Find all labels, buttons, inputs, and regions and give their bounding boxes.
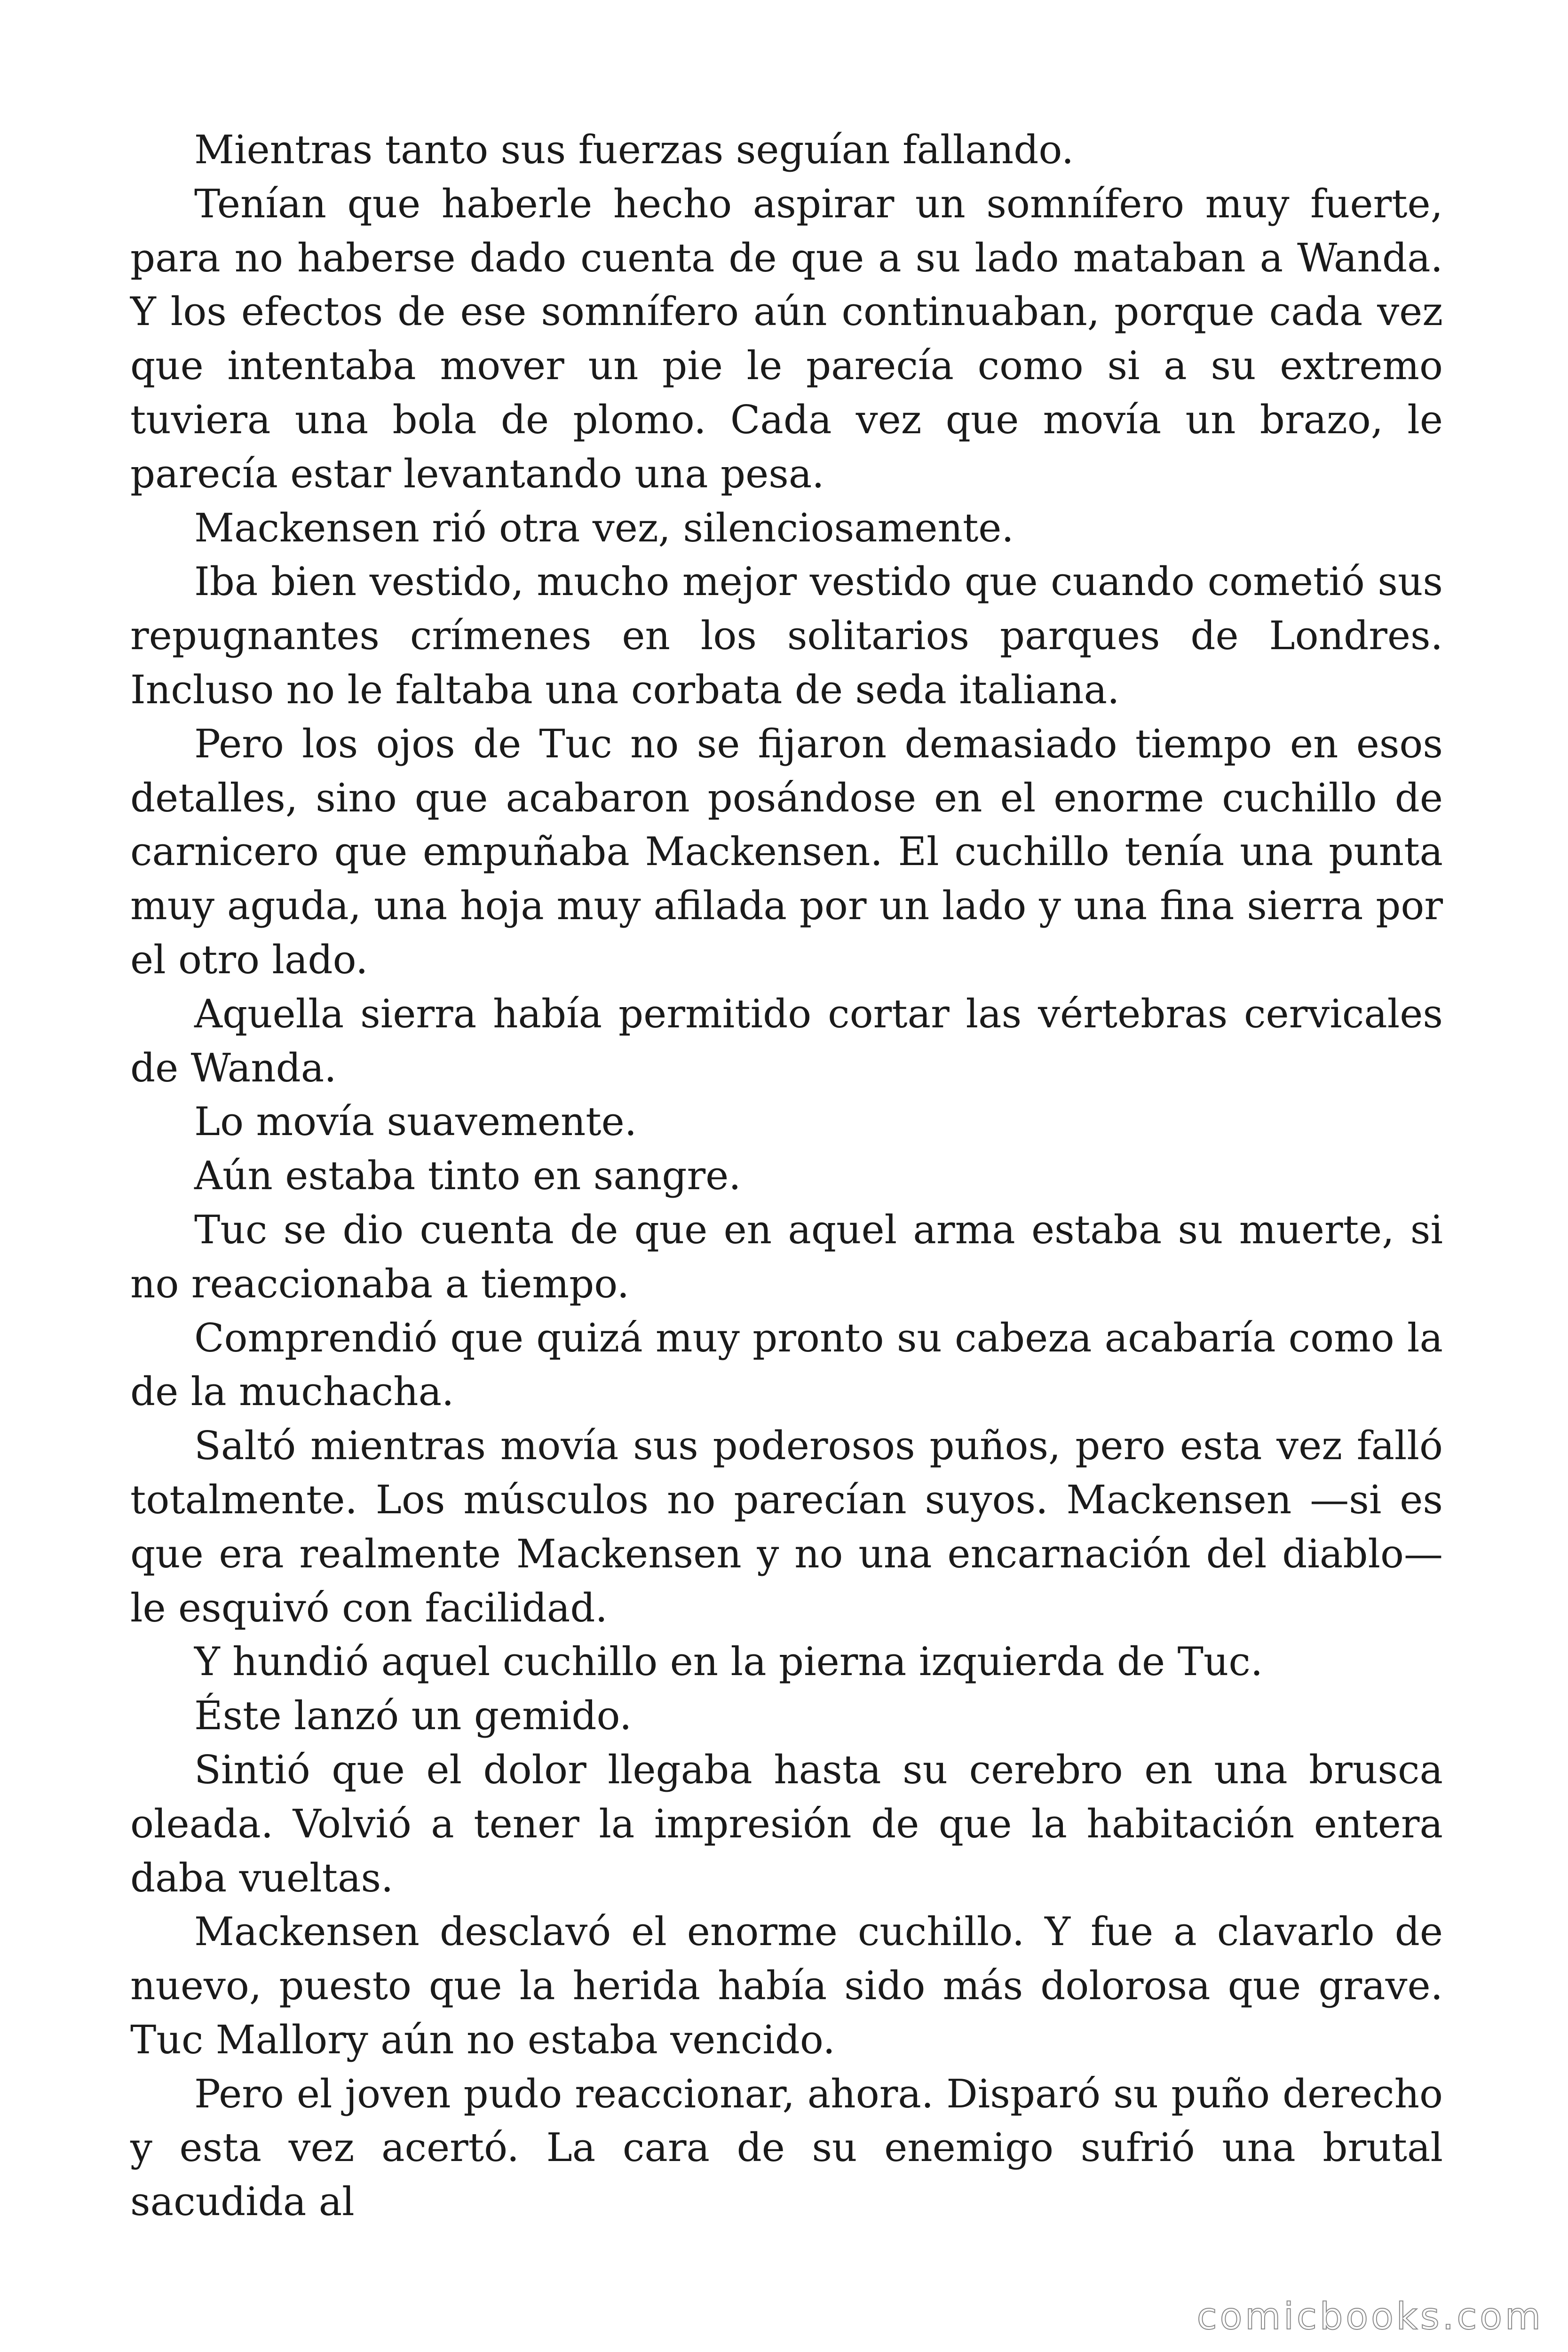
paragraph: Éste lanzó un gemido. [194,1693,632,1739]
paragraph: Mackensen desclavó el enorme cuchillo. Y fue a clavarlo de nuevo, puesto que la herida había sido más dolorosa que grave. Tuc Mallory aún no estaba vencido. [130,1909,1443,2063]
paragraph: Pero los ojos de Tuc no se fijaron demasiado tiempo en esos detalles, sino que acabaron posándose en el enorme cuchillo de carnicero que empuñaba Mackensen. El cuchillo tenía una punta muy aguda, una hoja muy afilada por un lado y una fina sierra por el otro lado. [130,721,1443,983]
paragraph: Mientras tanto sus fuerzas seguían fallando. [194,127,1074,173]
paragraph: Tenían que haberle hecho aspirar un somnífero muy fuerte, para no haberse dado cuenta de que a su lado mataban a Wanda. Y los efectos de ese somnífero aún continuaban, porque cada vez que intentaba mover un pie le parecía como si a su extremo tuviera una bola de plomo. Cada vez que movía un brazo, le parecía estar levantando una pesa. [130,181,1443,497]
paragraph: Tuc se dio cuenta de que en aquel arma estaba su muerte, si no reaccionaba a tiempo. [130,1207,1443,1307]
paragraph: Pero el joven pudo reaccionar, ahora. Disparó su puño derecho y esta vez acertó. La cara de su enemigo sufrió una brutal sacudida al [130,2071,1443,2225]
paragraph: Lo movía suavemente. [194,1099,637,1145]
paragraph: Aquella sierra había permitido cortar las vértebras cervicales de Wanda. [130,991,1443,1091]
paragraph: Iba bien vestido, mucho mejor vestido que cuando cometió sus repugnantes crímenes en los solitarios parques de Londres. Incluso no le faltaba una corbata de seda italiana. [130,559,1443,713]
paragraph: Aún estaba tinto en sangre. [194,1153,741,1199]
paragraph: Saltó mientras movía sus poderosos puños, pero esta vez falló totalmente. Los músculos no parecían suyos. Mackensen —si es que era realmente Mackensen y no una encarnación del diablo— le esquivó con facilidad. [130,1423,1443,1631]
paragraph: Y hundió aquel cuchillo en la pierna izquierda de Tuc. [194,1639,1263,1685]
paragraph: Mackensen rió otra vez, silenciosamente. [194,505,1014,551]
paragraph: Comprendió que quizá muy pronto su cabeza acabaría como la de la muchacha. [130,1315,1443,1415]
watermark: comicbooks.com [1196,2296,1544,2338]
page-body-text [130,123,1443,2229]
paragraph: Sintió que el dolor llegaba hasta su cerebro en una brusca oleada. Volvió a tener la impresión de que la habitación entera daba vueltas. [130,1747,1443,1901]
